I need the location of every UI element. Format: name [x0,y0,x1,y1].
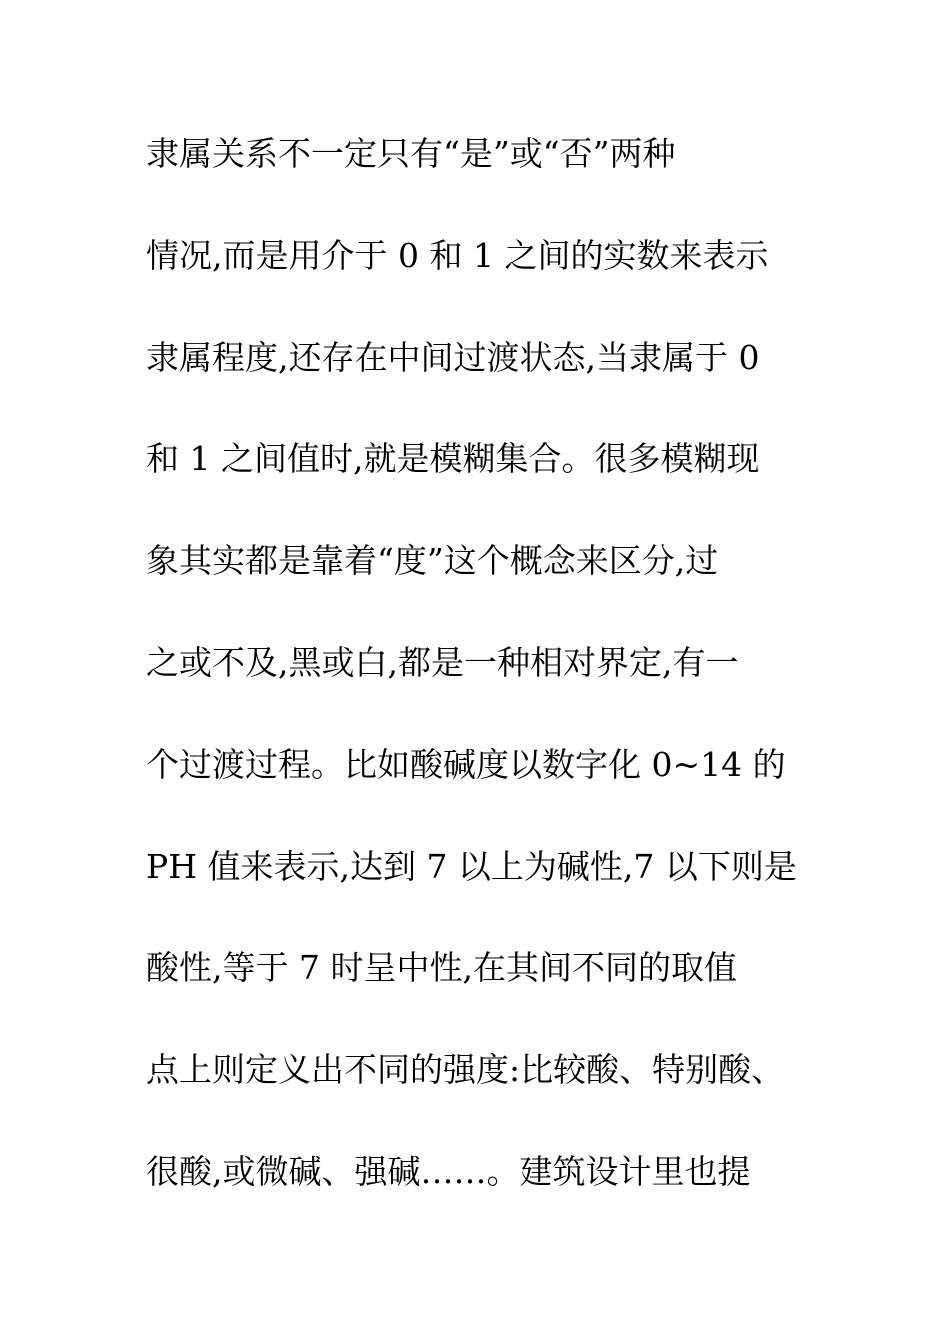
text-line-11: 很酸,或微碱、强碱……。建筑设计里也提 [146,1151,751,1191]
text-line-9: 酸性,等于 7 时呈中性,在其间不同的取值 [146,948,737,988]
text-line-3: 隶属程度,还存在中间过渡状态,当隶属于 0 [146,337,760,377]
text-line-8: PH 值来表示,达到 7 以上为碱性,7 以下则是 [146,846,797,886]
body-text [146,128,826,1248]
text-line-2: 情况,而是用介于 0 和 1 之间的实数来表示 [146,235,769,275]
text-line-4: 和 1 之间值时,就是模糊集合。很多模糊现 [146,439,760,479]
text-line-10: 点上则定义出不同的强度:比较酸、特别酸、 [146,1050,785,1090]
text-line-5: 象其实都是靠着“度”这个概念来区分,过 [146,541,719,581]
text-line-7: 个过渡过程。比如酸碱度以数字化 0~14 的 [146,744,786,784]
text-line-6: 之或不及,黑或白,都是一种相对界定,有一 [146,642,739,682]
text-line-1: 隶属关系不一定只有“是”或“否”两种 [146,134,676,173]
